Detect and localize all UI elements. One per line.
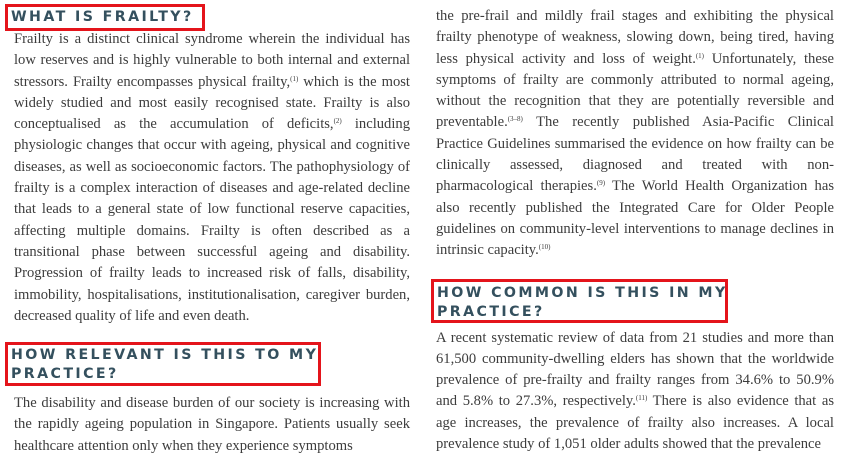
citation-1b: (1) [695,51,705,60]
highlight-box-how-relevant [5,342,321,386]
frailty-definition-paragraph: Frailty is a distinct clinical syndrome wherein the individual has low reserves and is highly vulnerable to both internal and external stressors. Frailty encompasses physical frailty,$^{(1)}$ which is the most widely studied and most easily recognised state. Frailty is also conceptualised as the accumulation of deficits,$^{(2)}$ including physiologic changes that occur with ageing, physical and cognitive diseases, as well as socioeconomic factors. The pathophysiology of frailty is a complex interaction of diseases and age-related decline that leads to a general state of low functional reserve capacities, affecting multiple domains. Frailty is often described as a transitional phase between successful ageing and disability. Progression of frailty leads to increased risk of falls, disability, immobility, hospitalisations, institutionalisation, caregiver burden, decreased quality of life and even death. [14,31,410,324]
right-column [436,0,834,455]
heading-how-common: HOW COMMON IS THIS IN MY PRACTICE? [437,285,728,320]
citation-10: (10) [538,243,551,252]
citation-9: (9) [596,179,606,188]
citation-11: (11) [635,394,648,403]
highlight-box-how-common [431,279,728,323]
highlight-box-what-is-frailty [5,4,205,31]
heading-what-is-frailty: WHAT IS FRAILTY? [11,9,194,25]
citation-2: (2) [333,117,342,126]
citation-1: (1) [290,74,299,83]
continued-paragraph: the pre-frail and mildly frail stages and exhibiting the physical frailty phenotype of weakness, slowing down, being tired, having less physical activity and loss of weight.$^{(1)}$ Unfortunately, these symptoms of frailty are commonly attributed to normal ageing, without the recognition that they are potentially reversible and preventable.$^{(3-8)}$ The recently published Asia-Pacific Clinical Practice Guidelines summarised the evidence on how frailty can be clinically assessed, diagnosed and treated with non-pharmacological therapies.$^{(9)}$ The World Health Organization has also recently published the Integrated Care for Older People guidelines on community-level interventions to manage declines in intrinsic capacity.$^{(10)}$ [436,8,834,259]
prevalence-paragraph: A recent systematic review of data from 21 studies and more than 61,500 community-dwelling elders has shown that the worldwide prevalence of pre-frailty and frailty ranges from 34.6% to 50.9% and 5.8% to 27.3%, respectively.$^{(11)}$ There is also evidence that as age increases, the prevalence of frailty also increases. A local prevalence study of 1,051 older adults showed that the prevalence [436,329,834,453]
heading-how-relevant: HOW RELEVANT IS THIS TO MY PRACTICE? [11,347,319,382]
citation-3-8: (3–8) [507,115,523,124]
relevance-paragraph: The disability and disease burden of our society is increasing with the rapidly ageing population in Singapore. Patients usually seek healthcare attention only when they experience symptoms [14,395,410,454]
left-column [14,0,410,457]
